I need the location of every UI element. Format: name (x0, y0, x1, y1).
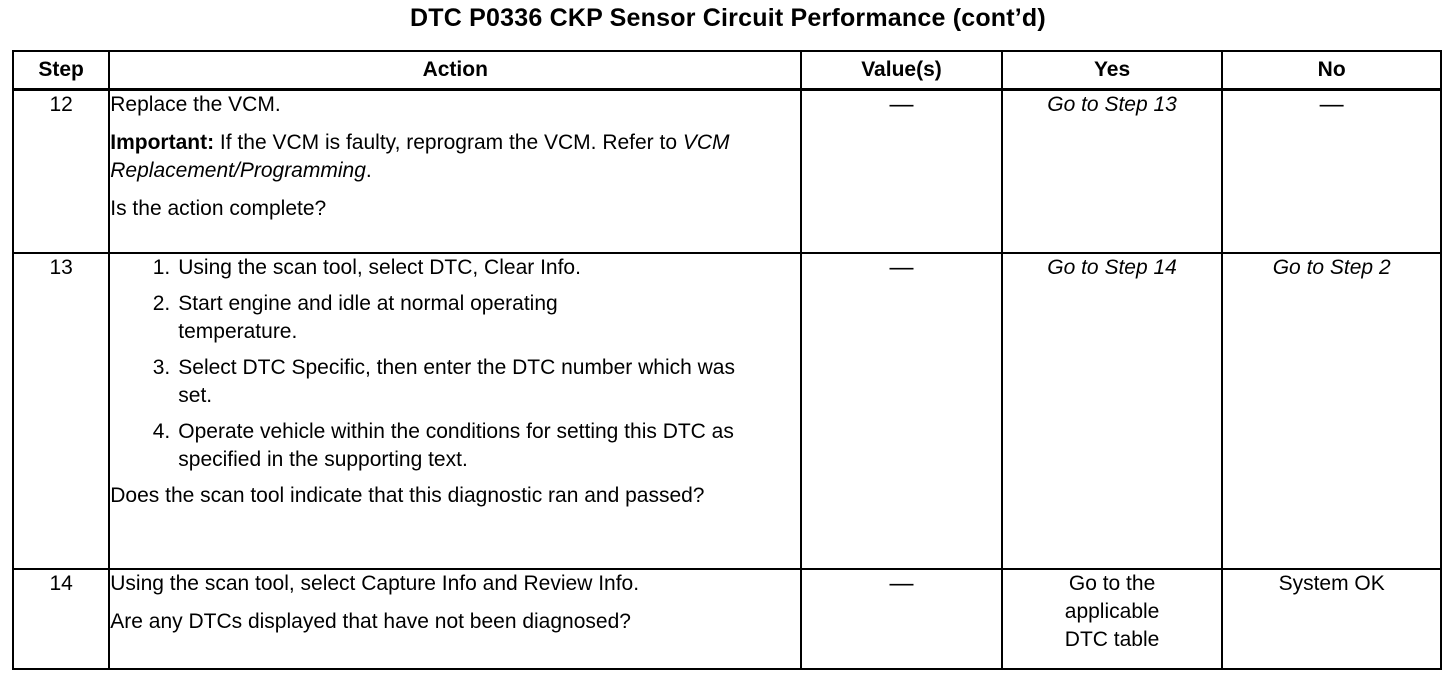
action-cell (109, 253, 801, 569)
step-number: 14 (13, 569, 109, 669)
value-cell (801, 253, 1002, 569)
header-values: Value(s) (801, 51, 1002, 90)
value-cell (801, 90, 1002, 253)
list-item (110, 354, 800, 410)
table-row (13, 90, 1441, 253)
step-number: 13 (13, 253, 109, 569)
list-text: Select DTC Specific, then enter the DTC number which was set. (178, 355, 735, 407)
action-cell (109, 569, 801, 669)
yes-cell[interactable]: Go to Step 13 (1002, 90, 1223, 253)
header-row (13, 51, 1441, 90)
value-text: — (889, 569, 914, 597)
list-number: 3. (152, 355, 171, 379)
page-title: DTC P0336 CKP Sensor Circuit Performance (cont’d) (410, 4, 1046, 32)
action-question: Does the scan tool indicate that this diagnostic ran and passed? (110, 483, 705, 507)
list-text: Operate vehicle within the conditions for setting this DTC as specified in the supporting text. (178, 419, 734, 471)
action-text: Using the scan tool, select Capture Info and Review Info. (110, 571, 640, 595)
list-text: Using the scan tool, select DTC, Clear Info. (178, 255, 581, 279)
yes-cell[interactable]: Go to Step 14 (1002, 253, 1223, 569)
list-item (110, 418, 800, 474)
important-note (110, 129, 800, 185)
action-cell (109, 90, 801, 253)
action-question: Are any DTCs displayed that have not been diagnosed? (110, 609, 631, 633)
value-cell (801, 569, 1002, 669)
step-number: 12 (13, 90, 109, 253)
action-text: Replace the VCM. (110, 93, 281, 116)
table-row (13, 253, 1441, 569)
no-cell[interactable]: Go to Step 2 (1222, 253, 1441, 569)
header-action: Action (109, 51, 801, 90)
list-number: 1. (152, 255, 171, 279)
important-label: Important: (110, 131, 215, 154)
list-text: Start engine and idle at normal operating temperature. (178, 291, 558, 343)
diagnostic-table (12, 50, 1442, 670)
important-end: . (365, 159, 372, 182)
list-item (110, 254, 800, 282)
action-question: Is the action complete? (110, 197, 327, 220)
table-row (13, 569, 1441, 669)
header-step: Step (13, 51, 109, 90)
important-text: If the VCM is faulty, reprogram the VCM. Refer to (214, 131, 683, 154)
header-no: No (1222, 51, 1441, 90)
value-text: — (889, 91, 914, 118)
reference-link[interactable]: VCM Replacement/Programming (110, 131, 730, 182)
list-number: 2. (152, 291, 171, 315)
value-text: — (889, 253, 914, 281)
header-yes: Yes (1002, 51, 1223, 90)
no-cell (1222, 90, 1441, 253)
no-text: — (1319, 91, 1344, 118)
procedure-list (110, 254, 800, 474)
no-cell: System OK (1222, 569, 1441, 669)
yes-cell[interactable]: Go to the applicable DTC table (1002, 569, 1223, 669)
list-item (110, 290, 800, 346)
list-number: 4. (152, 419, 171, 443)
